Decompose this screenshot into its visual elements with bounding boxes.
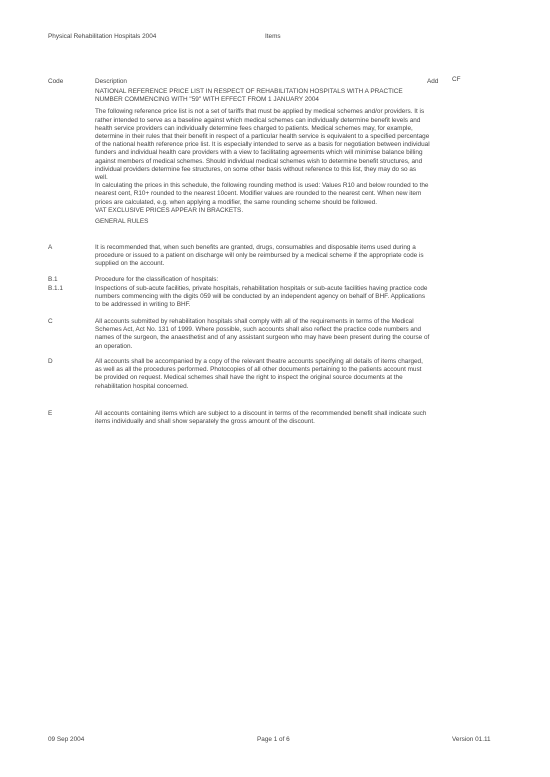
column-description: Description	[95, 78, 127, 85]
column-cf: CF	[452, 76, 461, 83]
column-add: Add	[427, 78, 439, 85]
rule-text: Procedure for the classification of hospitals:	[95, 276, 219, 283]
rule-code: E	[48, 410, 53, 417]
rule-code: C	[48, 318, 53, 325]
footer-page: Page 1 of 6	[257, 736, 290, 743]
general-rules-heading: GENERAL RULES	[95, 218, 149, 226]
rule-text: It is recommended that, when such benefits are granted, drugs, consumables and disposable items used during a procedure or issued to a patient on discharge will only be reimbursed by a medical scheme if the appropriate code is supplied on the account.	[95, 244, 424, 268]
rule-code: A	[48, 244, 53, 251]
header-title: Physical Rehabilitation Hospitals 2004	[48, 33, 157, 40]
footer-version: Version 01.11	[452, 736, 491, 743]
rule-code: B.1	[48, 276, 58, 283]
rule-text: All accounts submitted by rehabilitation hospitals shall comply with all of the requirements in terms of the Medical Schemes Act, Act No. 131 of 1999. Where possible, such accounts shall also reflect the practice code numbers and names of the surgeon, the anaesthetist and of any assistant surgeon who may have been present during the course of an operation.	[95, 318, 430, 350]
intro-vat: VAT EXCLUSIVE PRICES APPEAR IN BRACKETS.	[95, 206, 244, 214]
rule-text: Inspections of sub-acute facilities, private hospitals, rehabilitation hospitals or sub-acute facilities having practice code numbers commencing with the digits 059 will be conducted by an independent agency on behalf of BHF. Applications to be addressed in writing to BHF.	[95, 285, 428, 309]
rule-code: B.1.1	[48, 285, 63, 292]
intro-title: NATIONAL REFERENCE PRICE LIST IN RESPECT OF REHABILITATION HOSPITALS WITH A PRACTICE NUMBER COMMENCING WITH "59" WITH EFFECT FROM 1 JANUARY 2004	[95, 88, 403, 104]
footer-date: 09 Sep 2004	[48, 736, 85, 743]
column-code: Code	[48, 78, 64, 85]
intro-body: The following reference price list is not a set of tariffs that must be applied by medical schemes and/or providers. It is rather intended to serve as a baseline against which medical schemes can individually determine benefit levels and health service providers can individually determine fees charged to patients. Medical schemes may, for example, determine in their rules that their benefit in respect of a particular health service is equivalent to a specified percentage of the national health reference price list. It is especially intended to serve as a basis for negotiation between individual funders and individual health care providers with a view to facilitating agreements which will minimise balance billing against members of medical schemes. Should individual medical schemes wish to determine benefit structures, and individual providers determine fee structures, on some other basis without reference to this list, they may do so as well.	[95, 108, 430, 182]
rule-text: All accounts containing items which are subject to a discount in terms of the recommended benefit shall indicate such items individually and shall show separately the gross amount of the discount.	[95, 410, 427, 426]
header-section: Items	[265, 33, 281, 40]
intro-rounding: In calculating the prices in this schedule, the following rounding method is used: Values R10 and below rounded to the nearest cent, R10+ rounded to the nearest 10cent. Modifier values are rounded to the nearest cent. When new item prices are calculated, e.g. when applying a modifier, the same rounding scheme should be followed.	[95, 182, 429, 206]
rule-code: D	[48, 358, 53, 365]
rule-text: All accounts shall be accompanied by a copy of the relevant theatre accounts specifying all details of items charged, as well as all the procedures performed. Photocopies of all other documents pertaining to the patients account must be provided on request. Medical schemes shall have the right to inspect the original source documents at the rehabilitation hospital concerned.	[95, 358, 423, 390]
